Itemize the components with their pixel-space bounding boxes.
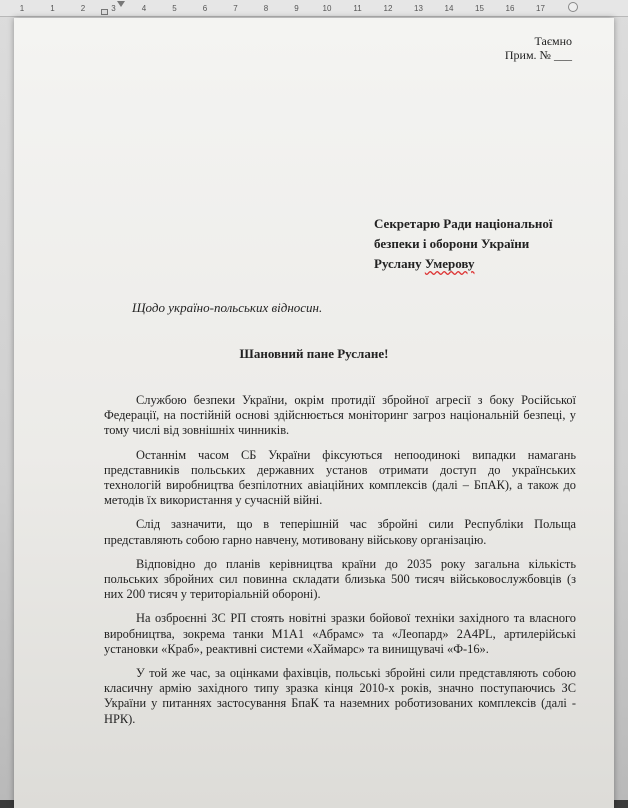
body-paragraph: У той же час, за оцінками фахівців, польські збройні сили представляють собою класичну армію західного типу зразка кінця 2010-х років, значно поступаючись ЗС України у питаннях застосування БпаК та наземних роботизованих комплексів (далі - НРК).	[104, 666, 576, 726]
ruler-tick-label: 14	[444, 4, 454, 13]
copy-number-label: Прим. № ___	[504, 48, 572, 62]
body-paragraph: Службою безпеки України, окрім протидії збройної агресії з боку Російської Федерації, на постійній основі здійснюється моніторинг загроз національній безпеці, у тому числі від зовнішніх чинників.	[104, 393, 576, 438]
letter-body	[104, 393, 576, 736]
ruler-tick-label: 2	[80, 4, 86, 13]
ruler-tick-label: 1	[19, 4, 25, 13]
ruler-tick-label: 11	[353, 4, 362, 13]
ruler-tick-label: 17	[536, 4, 545, 13]
ruler-tick-label: 4	[141, 4, 147, 13]
addressee-surname: Умерову	[424, 256, 475, 271]
body-paragraph: Слід зазначити, що в теперішній час збройні сили Республіки Польща представляють собою гарно навчену, мотивовану військову організацію.	[104, 517, 576, 547]
body-paragraph: На озброєнні ЗС РП стоять новітні зразки бойової техніки західного та власного виробництва, зокрема танки М1А1 «Абрамс» та «Леопард» 2А4PL, артилерійські установки «Краб», реактивні системи «Хаймарс» та винищувачі «Ф-16».	[104, 611, 576, 656]
addressee-block	[374, 214, 580, 274]
right-indent-marker[interactable]	[568, 2, 578, 12]
ruler-tick-label: 1	[50, 4, 55, 13]
ruler-tick-label: 8	[263, 4, 269, 13]
ruler-tick-label: 3	[111, 4, 116, 13]
letter-salutation: Шановний пане Руслане!	[239, 346, 389, 361]
ruler-tick-label: 16	[505, 4, 515, 13]
addressee-line-3	[374, 254, 580, 274]
addressee-line-2: безпеки і оборони України	[374, 236, 530, 251]
classification-label: Таємно	[534, 34, 572, 48]
ruler-scale	[0, 0, 628, 16]
ruler-tick-label: 7	[233, 4, 238, 13]
horizontal-ruler[interactable]	[0, 0, 628, 17]
addressee-line-1: Секретарю Ради національної	[374, 216, 553, 231]
body-paragraph: Останнім часом СБ України фіксуються непоодинокі випадки намагань представників польських державних установ отримати доступ до українських технологій виробництва безпілотних авіаційних комплексів (далі – БпАК), а також до методів їх використання у сучасній війні.	[104, 447, 576, 508]
document-page[interactable]	[14, 18, 614, 808]
ruler-tick-label: 13	[414, 4, 423, 13]
first-line-indent-marker[interactable]	[117, 1, 125, 7]
ruler-tick-label: 5	[172, 4, 177, 13]
left-indent-marker[interactable]	[101, 9, 108, 15]
ruler-tick-label: 9	[294, 4, 299, 13]
ruler-tick-label: 6	[202, 4, 208, 13]
body-paragraph: Відповідно до планів керівництва країни до 2035 року загальна кількість польських збройних сил повинна складати близька 500 тисяч військовослужбовців (з них 200 тисяч у територіальній обороні).	[104, 556, 576, 602]
ruler-tick-label: 12	[383, 4, 393, 13]
ruler-tick-label: 10	[322, 4, 332, 13]
addressee-first-name: Руслану	[374, 256, 425, 271]
letter-subject: Щодо україно-польських відносин.	[132, 300, 323, 315]
classification-stamp	[505, 34, 572, 62]
ruler-tick-label: 15	[475, 4, 484, 13]
